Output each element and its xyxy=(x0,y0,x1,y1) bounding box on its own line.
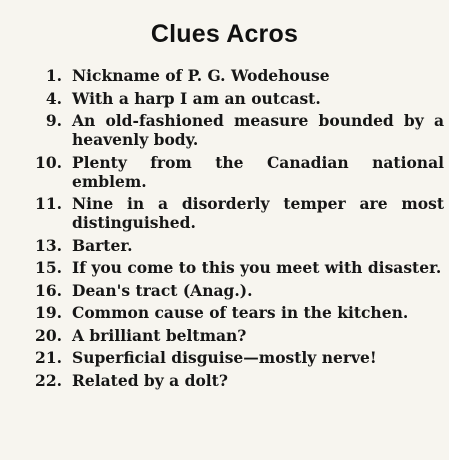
clue-text: With a harp I am an outcast. xyxy=(72,88,321,108)
clue-text: Common cause of tears in the kitchen. xyxy=(72,303,409,322)
clue-item xyxy=(14,153,444,191)
clue-text: Related by a dolt? xyxy=(72,370,228,390)
clue-text: Dean's tract (Anag.). xyxy=(72,280,253,300)
clue-text: Nine in a disorderly temper are most distinguished. xyxy=(72,194,444,232)
clue-text: A brilliant beltman? xyxy=(72,325,247,345)
clue-item xyxy=(14,371,444,390)
clue-item xyxy=(14,66,444,85)
clue-text: Plenty from the Canadian national emblem. xyxy=(72,152,444,191)
clue-item xyxy=(14,326,444,345)
clue-number: 13. xyxy=(35,235,62,255)
clue-item xyxy=(14,348,444,367)
clue-number: 21. xyxy=(35,348,62,367)
clue-item xyxy=(14,258,444,277)
clue-item xyxy=(14,89,444,108)
clue-number: 20. xyxy=(35,325,62,345)
clue-number: 15. xyxy=(35,258,62,277)
clue-number: 16. xyxy=(35,280,62,300)
clue-text: Barter. xyxy=(72,235,133,255)
clue-list xyxy=(14,66,444,393)
clue-text: An old-fashioned measure bounded by a heavenly body. xyxy=(72,111,444,149)
clue-number: 11. xyxy=(35,194,62,213)
clue-item xyxy=(14,194,444,232)
clue-number: 22. xyxy=(35,370,62,390)
page-title: Clues Acros xyxy=(150,20,299,48)
clue-number: 19. xyxy=(35,303,62,322)
clue-number: 1. xyxy=(45,66,62,85)
clue-text: Nickname of P. G. Wodehouse xyxy=(72,66,330,85)
clue-item xyxy=(14,236,444,255)
clue-text: If you come to this you meet with disaster. xyxy=(72,258,442,277)
clue-item xyxy=(14,281,444,300)
clue-number: 10. xyxy=(35,152,62,172)
clue-item xyxy=(14,303,444,322)
clue-text: Superficial disguise—mostly nerve! xyxy=(72,348,377,367)
clue-number: 4. xyxy=(45,88,62,108)
clue-item xyxy=(14,111,444,149)
clue-number: 9. xyxy=(45,111,62,130)
